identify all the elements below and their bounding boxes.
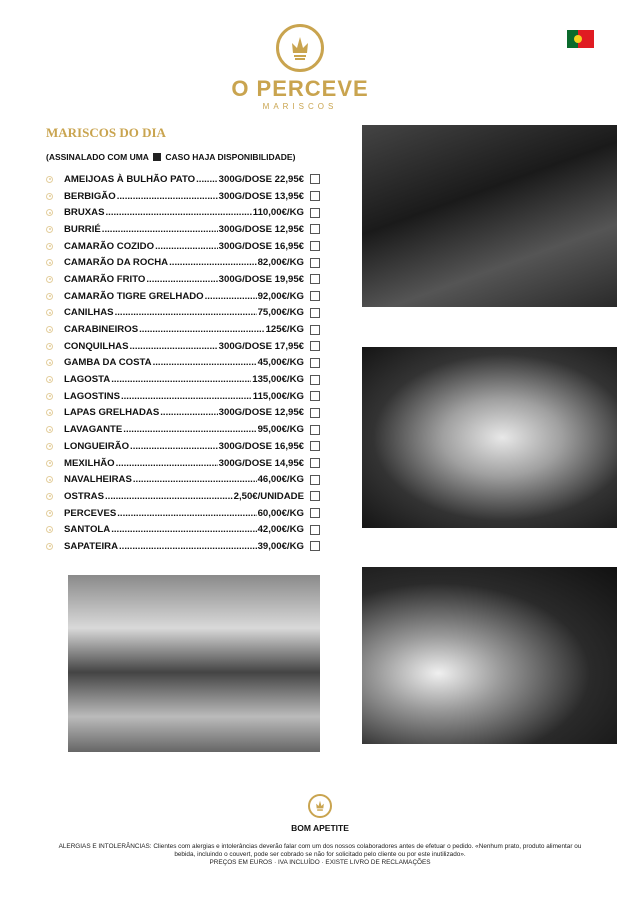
item-price: 95,00€/KG bbox=[257, 424, 304, 436]
item-price: 75,00€/KG bbox=[257, 307, 304, 319]
leader-dots bbox=[205, 291, 257, 302]
logo bbox=[220, 24, 380, 111]
bullet-icon bbox=[46, 493, 53, 500]
photo-fisherman-sea bbox=[68, 575, 320, 752]
availability-checkbox[interactable] bbox=[310, 425, 320, 435]
availability-checkbox[interactable] bbox=[310, 458, 320, 468]
leader-dots bbox=[123, 424, 256, 435]
list-item bbox=[44, 455, 320, 472]
item-price: 300G/DOSE 19,95€ bbox=[218, 273, 304, 285]
photo-wave-rocks bbox=[362, 347, 617, 528]
leader-dots bbox=[133, 474, 257, 485]
availability-checkbox[interactable] bbox=[310, 441, 320, 451]
leader-dots bbox=[153, 357, 257, 368]
item-price: 300G/DOSE 22,95€ bbox=[218, 173, 304, 185]
leader-dots bbox=[106, 207, 252, 218]
bullet-icon bbox=[46, 376, 53, 383]
leader-dots bbox=[130, 441, 218, 452]
bullet-icon bbox=[46, 409, 53, 416]
bullet-icon bbox=[46, 176, 53, 183]
list-item bbox=[44, 488, 320, 505]
leader-dots bbox=[196, 174, 218, 185]
list-item bbox=[44, 254, 320, 271]
item-price: 60,00€/KG bbox=[257, 507, 304, 519]
crown-icon bbox=[308, 794, 332, 818]
leader-dots bbox=[111, 374, 251, 385]
leader-dots bbox=[139, 324, 265, 335]
bullet-icon bbox=[46, 293, 53, 300]
photo-fisherman-cliff bbox=[362, 567, 617, 744]
item-name: CONQUILHAS bbox=[64, 340, 129, 352]
bullet-icon bbox=[46, 543, 53, 550]
availability-checkbox[interactable] bbox=[310, 224, 320, 234]
availability-checkbox[interactable] bbox=[310, 258, 320, 268]
leader-dots bbox=[102, 224, 218, 235]
item-price: 42,00€/KG bbox=[257, 524, 304, 536]
item-price: 300G/DOSE 16,95€ bbox=[218, 240, 304, 252]
list-item bbox=[44, 338, 320, 355]
item-price: 135,00€/KG bbox=[252, 374, 304, 386]
item-name: NAVALHEIRAS bbox=[64, 474, 132, 486]
leader-dots bbox=[160, 407, 217, 418]
list-item bbox=[44, 538, 320, 555]
leader-dots bbox=[130, 341, 218, 352]
list-item bbox=[44, 321, 320, 338]
list-item bbox=[44, 371, 320, 388]
leader-dots bbox=[117, 191, 218, 202]
item-name: CANILHAS bbox=[64, 307, 114, 319]
leader-dots bbox=[119, 541, 257, 552]
list-item bbox=[44, 221, 320, 238]
availability-checkbox[interactable] bbox=[310, 508, 320, 518]
list-item bbox=[44, 388, 320, 405]
bullet-icon bbox=[46, 209, 53, 216]
item-name: BRUXAS bbox=[64, 207, 105, 219]
mark-icon bbox=[153, 153, 161, 161]
list-item bbox=[44, 405, 320, 422]
item-price: 110,00€/KG bbox=[252, 207, 304, 219]
item-name: BURRIÉ bbox=[64, 223, 101, 235]
item-price: 300G/DOSE 13,95€ bbox=[218, 190, 304, 202]
leader-dots bbox=[146, 274, 217, 285]
availability-checkbox[interactable] bbox=[310, 291, 320, 301]
item-name: LAGOSTA bbox=[64, 374, 111, 386]
list-item bbox=[44, 171, 320, 188]
bullet-icon bbox=[46, 343, 53, 350]
bullet-icon bbox=[46, 359, 53, 366]
item-name: MEXILHÃO bbox=[64, 457, 115, 469]
leader-dots bbox=[105, 491, 233, 502]
list-item bbox=[44, 471, 320, 488]
item-price: 39,00€/KG bbox=[257, 540, 304, 552]
bullet-icon bbox=[46, 510, 53, 517]
item-name: LAVAGANTE bbox=[64, 424, 123, 436]
bullet-icon bbox=[46, 309, 53, 316]
availability-checkbox[interactable] bbox=[310, 241, 320, 251]
item-price: 125€/KG bbox=[265, 324, 304, 336]
availability-checkbox[interactable] bbox=[310, 525, 320, 535]
item-price: 115,00€/KG bbox=[252, 390, 304, 402]
item-name: CAMARÃO COZIDO bbox=[64, 240, 155, 252]
closing-text: BOM APETITE bbox=[291, 823, 349, 833]
item-name: SANTOLA bbox=[64, 524, 111, 536]
bullet-icon bbox=[46, 526, 53, 533]
leader-dots bbox=[169, 257, 256, 268]
item-name: OSTRAS bbox=[64, 490, 104, 502]
list-item bbox=[44, 188, 320, 205]
list-item bbox=[44, 204, 320, 221]
item-price: 46,00€/KG bbox=[257, 474, 304, 486]
bullet-icon bbox=[46, 460, 53, 467]
item-price: 45,00€/KG bbox=[257, 357, 304, 369]
availability-checkbox[interactable] bbox=[310, 308, 320, 318]
bullet-icon bbox=[46, 243, 53, 250]
item-name: LAPAS GRELHADAS bbox=[64, 407, 160, 419]
item-price: 300G/DOSE 12,95€ bbox=[218, 407, 304, 419]
item-name: CARABINEIROS bbox=[64, 324, 139, 336]
list-item bbox=[44, 438, 320, 455]
availability-checkbox[interactable] bbox=[310, 358, 320, 368]
brand-subtitle: MARISCOS bbox=[262, 102, 338, 111]
section-title: MARISCOS DO DIA bbox=[46, 125, 166, 140]
availability-checkbox[interactable] bbox=[310, 408, 320, 418]
leader-dots bbox=[155, 241, 218, 252]
item-name: LAGOSTINS bbox=[64, 390, 120, 402]
legal-text: ALERGIAS E INTOLERÂNCIAS: Clientes com alergias e intolerâncias deverão falar com um dos nossos colaboradores antes de efetuar o pedido. «Nenhum prato, produto alimentar ou bebida, incluindo o couvert, pode ser cobrado se não for solicitado pelo cliente ou por este inutilizado». PREÇOS EM EUROS · IVA INCLUÍDO · EXISTE LIVRO DE RECLAMAÇÕES bbox=[58, 843, 582, 866]
item-price: 300G/DOSE 14,95€ bbox=[218, 457, 304, 469]
photo-fisherman-smiling bbox=[362, 125, 617, 307]
seafood-list bbox=[44, 171, 320, 555]
list-item bbox=[44, 421, 320, 438]
list-item bbox=[44, 505, 320, 522]
bullet-icon bbox=[46, 276, 53, 283]
item-price: 300G/DOSE 17,95€ bbox=[218, 340, 304, 352]
list-item bbox=[44, 238, 320, 255]
bullet-icon bbox=[46, 326, 53, 333]
footer bbox=[0, 794, 640, 867]
availability-checkbox[interactable] bbox=[310, 391, 320, 401]
item-name: SAPATEIRA bbox=[64, 540, 119, 552]
availability-checkbox[interactable] bbox=[310, 174, 320, 184]
item-price: 92,00€/KG bbox=[257, 290, 304, 302]
item-name: GAMBA DA COSTA bbox=[64, 357, 152, 369]
list-item bbox=[44, 288, 320, 305]
item-name: LONGUEIRÃO bbox=[64, 440, 130, 452]
list-item bbox=[44, 305, 320, 322]
availability-checkbox[interactable] bbox=[310, 341, 320, 351]
leader-dots bbox=[121, 391, 252, 402]
item-price: 2,50€/UNIDADE bbox=[233, 490, 304, 502]
item-name: BERBIGÃO bbox=[64, 190, 116, 202]
availability-checkbox[interactable] bbox=[310, 325, 320, 335]
bullet-icon bbox=[46, 393, 53, 400]
bullet-icon bbox=[46, 476, 53, 483]
availability-checkbox[interactable] bbox=[310, 541, 320, 551]
leader-dots bbox=[116, 458, 218, 469]
portugal-flag-icon[interactable] bbox=[567, 30, 594, 48]
bullet-icon bbox=[46, 226, 53, 233]
crown-icon bbox=[276, 24, 324, 72]
availability-checkbox[interactable] bbox=[310, 274, 320, 284]
availability-note: (ASSINALADO COM UMA CASO HAJA DISPONIBILIDADE) bbox=[46, 152, 296, 162]
leader-dots bbox=[115, 307, 257, 318]
item-price: 300G/DOSE 16,95€ bbox=[218, 440, 304, 452]
list-item bbox=[44, 271, 320, 288]
availability-checkbox[interactable] bbox=[310, 475, 320, 485]
brand-name: O PERCEVE bbox=[231, 76, 369, 101]
item-name: CAMARÃO TIGRE GRELHADO bbox=[64, 290, 204, 302]
list-item bbox=[44, 521, 320, 538]
bullet-icon bbox=[46, 426, 53, 433]
availability-checkbox[interactable] bbox=[310, 375, 320, 385]
bullet-icon bbox=[46, 193, 53, 200]
item-name: CAMARÃO FRITO bbox=[64, 273, 146, 285]
availability-checkbox[interactable] bbox=[310, 491, 320, 501]
item-price: 82,00€/KG bbox=[257, 257, 304, 269]
leader-dots bbox=[117, 508, 256, 519]
bullet-icon bbox=[46, 259, 53, 266]
item-name: PERCEVES bbox=[64, 507, 117, 519]
item-price: 300G/DOSE 12,95€ bbox=[218, 223, 304, 235]
availability-checkbox[interactable] bbox=[310, 191, 320, 201]
bullet-icon bbox=[46, 443, 53, 450]
leader-dots bbox=[111, 524, 256, 535]
list-item bbox=[44, 355, 320, 372]
item-name: AMEIJOAS À BULHÃO PATO bbox=[64, 173, 196, 185]
availability-checkbox[interactable] bbox=[310, 208, 320, 218]
item-name: CAMARÃO DA ROCHA bbox=[64, 257, 169, 269]
